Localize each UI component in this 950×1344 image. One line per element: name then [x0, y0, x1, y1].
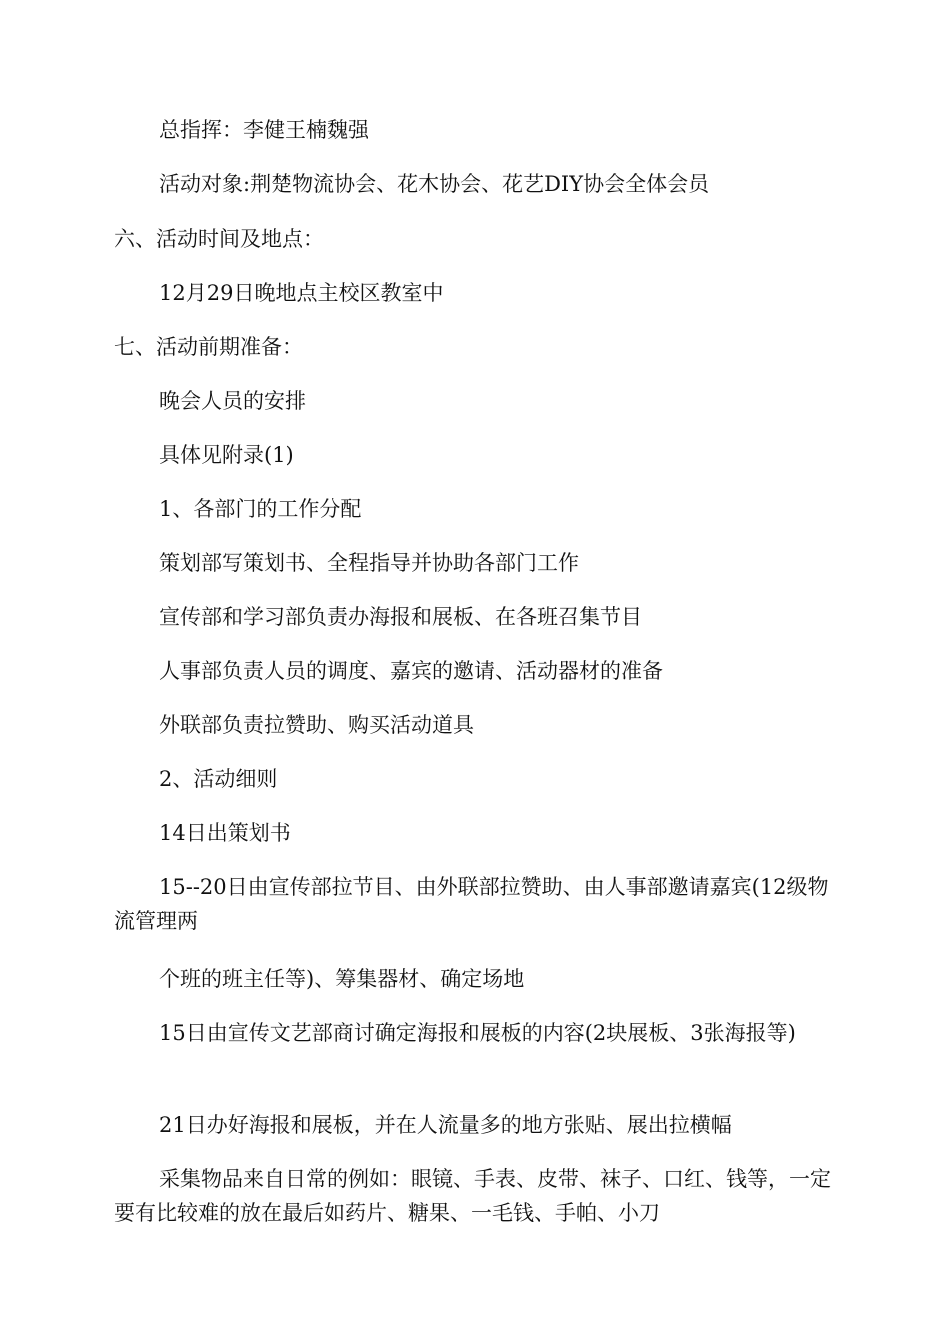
paragraph-day-15: 15日由宣传文艺部商讨确定海报和展板的内容(2块展板、3张海报等) — [159, 1021, 796, 1045]
subheading-work-allocation: 1、各部门的工作分配 — [159, 497, 362, 521]
section-heading-time-place: 六、活动时间及地点： — [114, 227, 324, 251]
paragraph-commander: 总指挥：李健王楠魏强 — [159, 118, 369, 142]
paragraph-staff-arrangement: 晚会人员的安排 — [159, 389, 306, 413]
paragraph-personnel-dept: 人事部负责人员的调度、嘉宾的邀请、活动器材的准备 — [159, 659, 663, 683]
paragraph-liaison-dept: 外联部负责拉赞助、购买活动道具 — [159, 713, 474, 737]
paragraph-day-15-20: 15--20日由宣传部拉节目、由外联部拉赞助、由人事部邀请嘉宾(12级物流管理两 — [114, 875, 829, 933]
paragraph-day-15-20-cont: 个班的班主任等)、筹集器材、确定场地 — [159, 967, 525, 991]
paragraph-see-appendix: 具体见附录(1) — [159, 443, 294, 467]
paragraph-collected-items: 采集物品来自日常的例如：眼镜、手表、皮带、袜子、口红、钱等，一定要有比较难的放在最后如药片、糖果、一毛钱、手帕、小刀 — [114, 1167, 831, 1225]
paragraph-date-location: 12月29日晚地点主校区教室中 — [159, 281, 444, 305]
paragraph-day-14: 14日出策划书 — [159, 821, 291, 845]
paragraph-participants: 活动对象:荆楚物流协会、花木协会、花艺DIY协会全体会员 — [159, 172, 710, 196]
paragraph-planning-dept: 策划部写策划书、全程指导并协助各部门工作 — [159, 551, 579, 575]
paragraph-day-21: 21日办好海报和展板，并在人流量多的地方张贴、展出拉横幅 — [159, 1113, 732, 1137]
paragraph-publicity-dept: 宣传部和学习部负责办海报和展板、在各班召集节目 — [159, 605, 642, 629]
subheading-activity-details: 2、活动细则 — [159, 767, 278, 791]
section-heading-preparation: 七、活动前期准备： — [114, 335, 303, 359]
